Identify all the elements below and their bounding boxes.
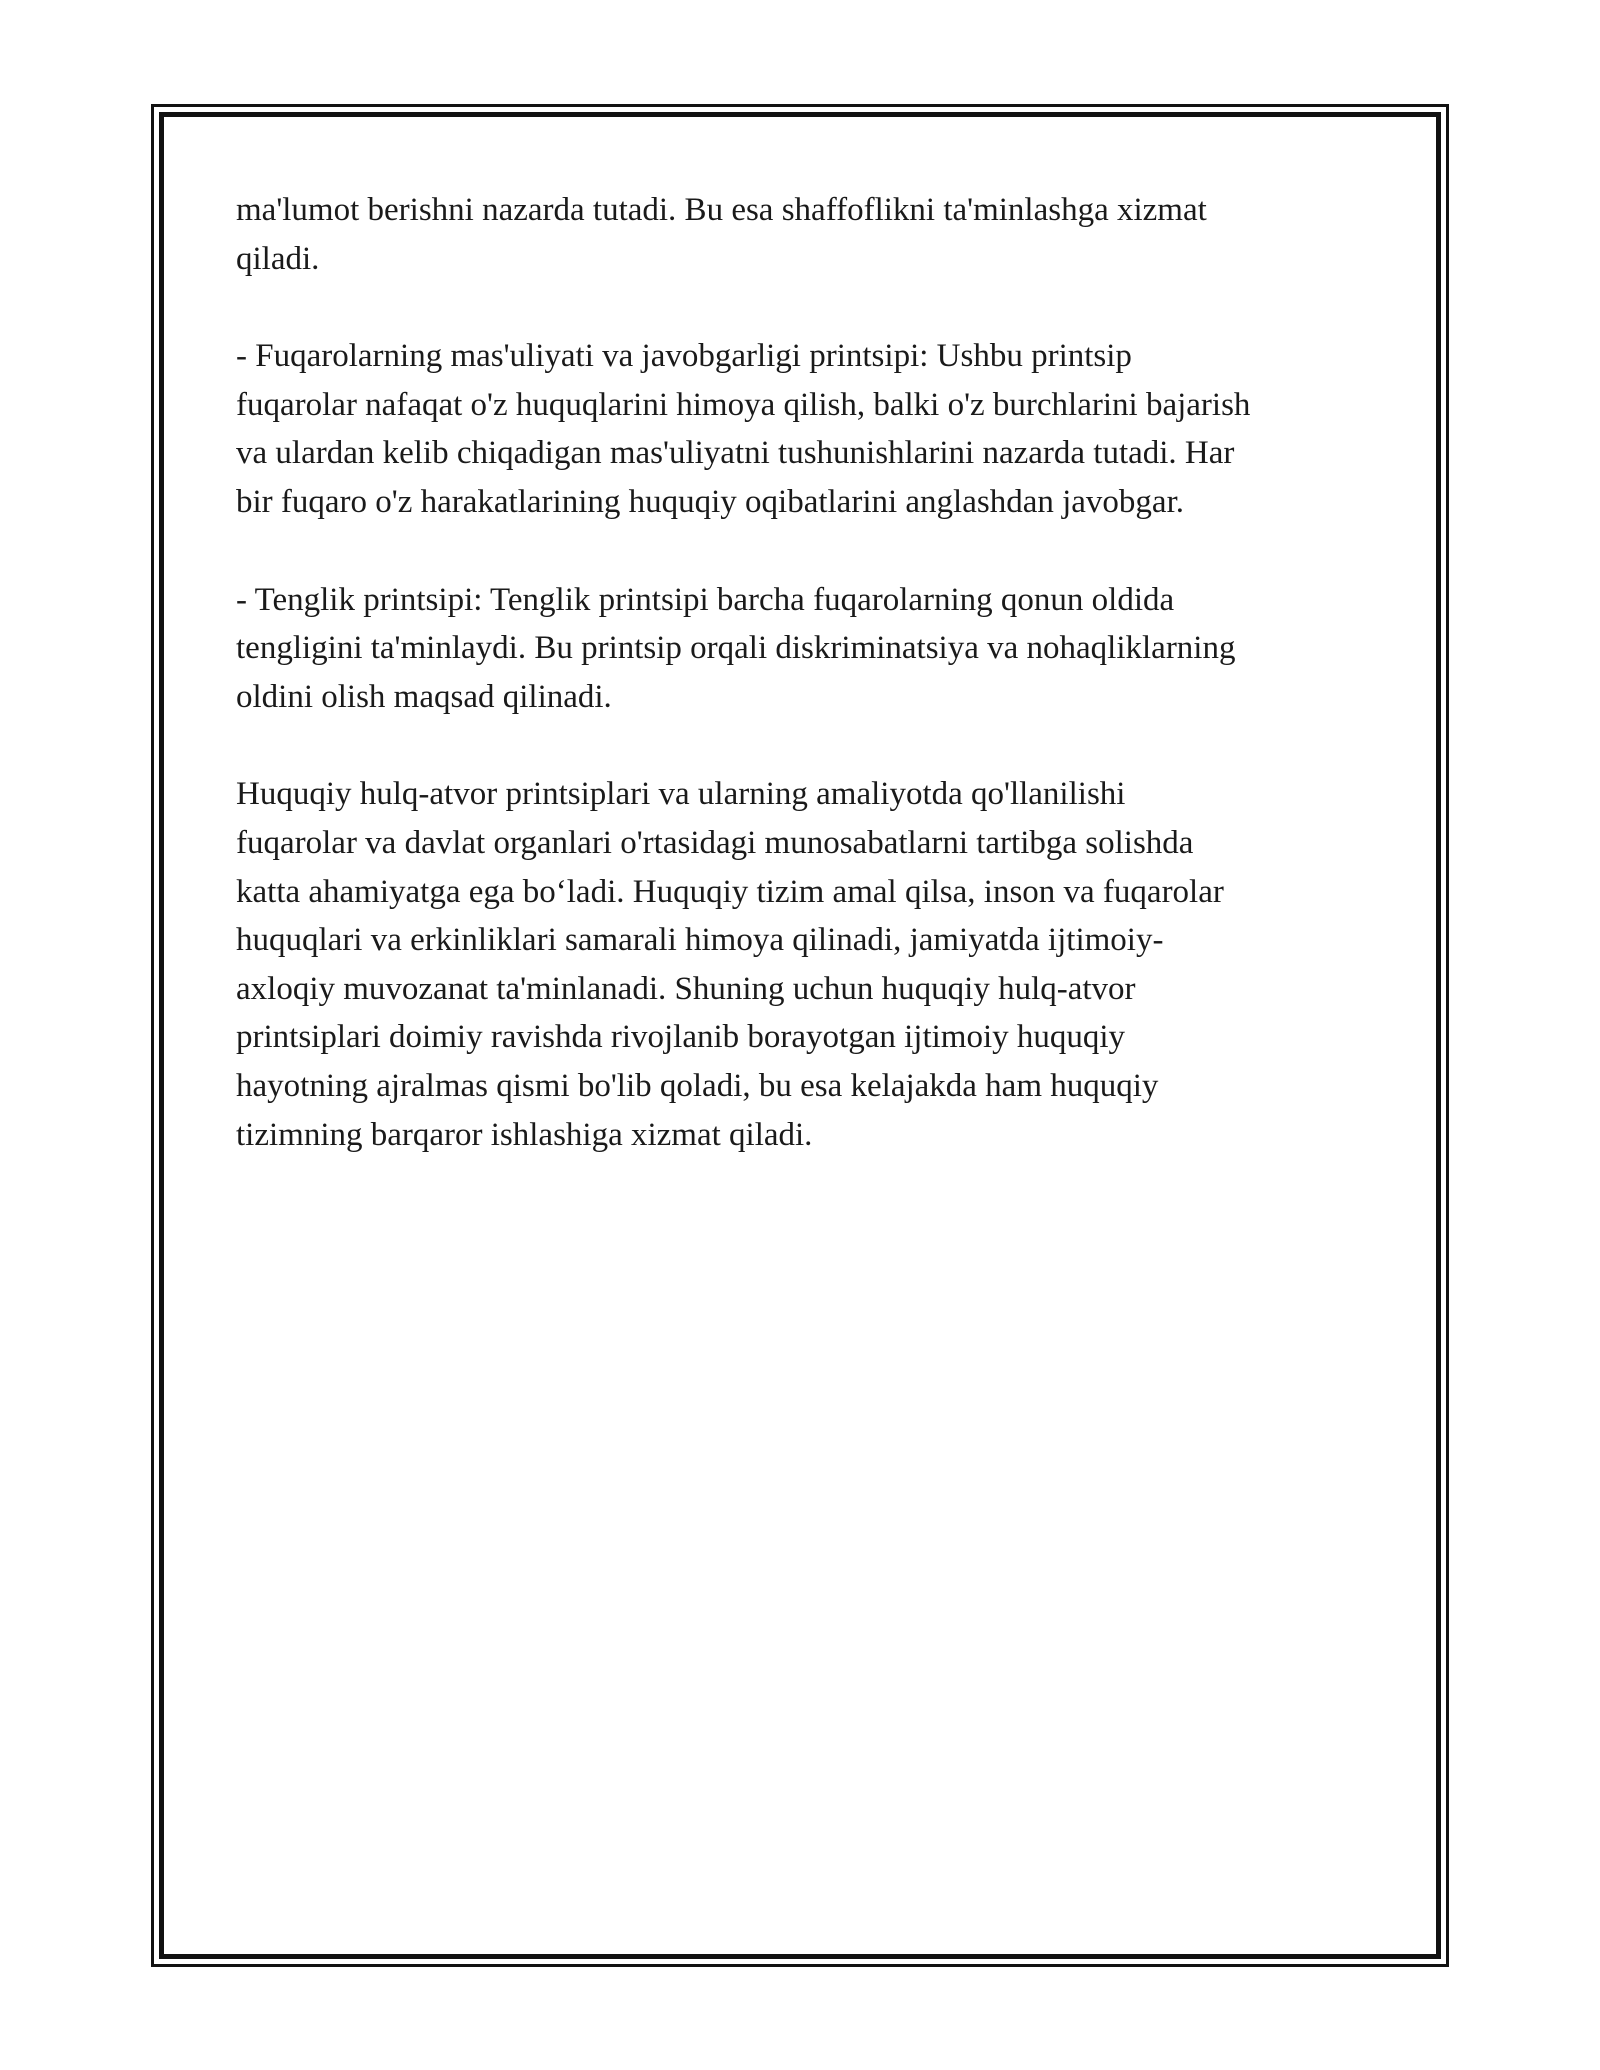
paragraph-continuation: ma'lumot berishni nazarda tutadi. Bu esa shaffoflikni ta'minlashga xizmat qiladi.	[236, 192, 1207, 277]
paragraph-equality-principle: - Tenglik printsipi: Tenglik printsipi barcha fuqarolarning qonun oldida tengligini ta'minlaydi. Bu printsip orqali diskriminatsiya va nohaqliklarning oldini olish maqsad qilinadi.	[236, 581, 1236, 715]
document-body	[236, 186, 1366, 1159]
paragraph-responsibility-principle: - Fuqarolarning mas'uliyati va javobgarligi printsipi: Ushbu printsip fuqarolar nafaqat o'z huquqlarini himoya qilish, balki o'z burchlarini bajarish va ulardan kelib chiqadigan mas'uliyatni tushunishlarini nazarda tutadi. Har bir fuqaro o'z harakatlarining huquqiy oqibatlarini anglashdan javobgar.	[236, 338, 1251, 520]
paragraph-conclusion: Huquqiy hulq-atvor printsiplari va ularning amaliyotda qo'llanilishi fuqarolar va davlat organlari o'rtasidagi munosabatlarni tartibga solishda katta ahamiyatga ega bo‘ladi. Huquqiy tizim amal qilsa, inson va fuqarolar huquqlari va erkinliklari samarali himoya qilinadi, jamiyatda ijtimoiy- axloqiy muvozanat ta'minlanadi. Shuning uchun huquqiy hulq-atvor printsiplari doimiy ravishda rivojlanib borayotgan ijtimoiy huquqiy hayotning ajralmas qismi bo'lib qoladi, bu esa kelajakda ham huquqiy tizimning barqaror ishlashiga xizmat qiladi.	[236, 776, 1224, 1153]
